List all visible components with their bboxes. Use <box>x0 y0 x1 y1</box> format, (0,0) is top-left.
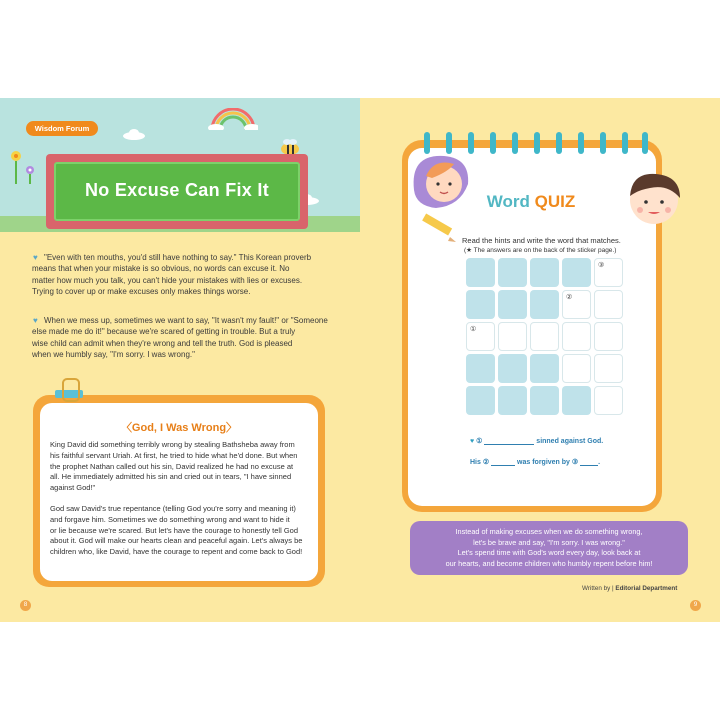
spiral-ring <box>578 132 584 154</box>
spiral-ring <box>642 132 648 154</box>
byline <box>582 585 677 592</box>
grid-cell[interactable] <box>466 354 495 383</box>
intro-paragraph <box>32 252 338 297</box>
text-line: his faithful servant Uriah. At first, he tried to hide what he'd done. But when <box>50 450 298 460</box>
quiz-title <box>456 192 606 212</box>
spiral-ring <box>490 132 496 154</box>
clue-number: ② <box>566 294 573 301</box>
heart-icon: ♥ <box>470 438 475 445</box>
story-box <box>40 403 318 581</box>
grid-cell[interactable] <box>498 258 527 287</box>
hint-text: . <box>598 459 601 466</box>
hint-number: ① <box>476 438 483 445</box>
text-line: our hearts, and become children who humbly repent before him! <box>445 558 653 568</box>
hint-number: ③ <box>571 459 579 466</box>
grid-cell[interactable] <box>530 322 559 351</box>
grid-cell[interactable] <box>562 322 591 351</box>
clue-number: ① <box>470 326 477 333</box>
message-box <box>410 521 688 575</box>
hint-2 <box>470 458 600 466</box>
grid-cell[interactable] <box>530 290 559 319</box>
grid-cell[interactable] <box>466 386 495 415</box>
spiral-ring <box>556 132 562 154</box>
spiral-ring <box>622 132 628 154</box>
text-line: wise child can admit when they're wrong and tell the truth. God is pleased <box>32 338 293 348</box>
story-paragraph-2 <box>50 504 312 558</box>
grid-cell[interactable] <box>498 386 527 415</box>
second-paragraph <box>32 315 338 360</box>
text-line: means that when your mistake is so obvious, no words can excuse it. No <box>32 264 290 274</box>
grid-cell-number-3[interactable] <box>594 258 623 287</box>
hint-number: ② <box>482 459 490 466</box>
clue-number: ③ <box>598 262 605 269</box>
flower-icon <box>6 146 42 186</box>
spiral-ring <box>534 132 540 154</box>
quiz-answer-note: (★ The answers are on the back of the sticker page.) <box>464 247 617 254</box>
byline-name: Editorial Department <box>615 585 678 592</box>
hint-text: sinned against God. <box>536 438 604 445</box>
grid-cell[interactable] <box>562 386 591 415</box>
section-badge: Wisdom Forum <box>26 121 98 136</box>
hint-1 <box>470 437 603 445</box>
text-line: else made me do it!" because we're scared of getting in trouble. But a truly <box>32 327 296 337</box>
grid-cell[interactable] <box>594 290 623 319</box>
grid-cell[interactable] <box>530 354 559 383</box>
spiral-ring <box>512 132 518 154</box>
text-line: the prophet Nathan called out his sin, David realized he had no excuse at <box>50 461 294 471</box>
text-line: God saw David's true repentance (telling God you're sorry and meaning it) <box>50 504 296 513</box>
heart-bullet-icon: ♥ <box>33 316 38 325</box>
text-line: and forgave him. Sometimes we do something wrong and want to hide it <box>50 514 290 524</box>
spiral-ring <box>600 132 606 154</box>
grid-cell[interactable] <box>498 354 527 383</box>
text-line: "Even with ten mouths, you'd still have nothing to say." This Korean proverb <box>44 253 312 262</box>
hint-text: His <box>470 459 481 466</box>
text-line: or lie because we're scared. But let's have the courage to honestly tell God <box>50 525 299 535</box>
grid-cell[interactable] <box>594 386 623 415</box>
quiz-title-quiz: QUIZ <box>534 192 576 211</box>
answer-blank[interactable] <box>491 458 515 466</box>
answer-blank[interactable] <box>484 437 534 445</box>
hint-text: was forgiven by <box>517 459 570 466</box>
byline-label: Written by | <box>582 585 614 592</box>
story-title: 〈God, I Was Wrong〉 <box>120 422 238 434</box>
text-line: all. He immediately admitted his sin and cried out in tears, "I have sinned <box>50 472 292 482</box>
text-line: When we mess up, sometimes we want to say, "It wasn't my fault!" or "Someone <box>44 316 328 325</box>
grid-cell[interactable] <box>594 354 623 383</box>
grid-cell-number-2[interactable] <box>562 290 591 319</box>
grid-cell[interactable] <box>466 258 495 287</box>
title-board <box>54 162 300 221</box>
page-number: 9 <box>690 600 701 611</box>
cloud-icon <box>122 128 146 140</box>
right-page <box>360 98 720 622</box>
paperclip-icon <box>62 378 80 402</box>
text-line: children who, like David, have the courage to repent and come back to God! <box>50 547 303 557</box>
page-title: No Excuse Can Fix It <box>84 180 270 200</box>
answer-blank[interactable] <box>580 458 601 466</box>
text-line: let's be brave and say, "I'm sorry. I was wrong." <box>473 537 625 547</box>
grid-cell[interactable] <box>498 322 527 351</box>
text-line: about it. God will make our hearts clean and peaceful again. Let's always be <box>50 536 303 546</box>
story-paragraph-1 <box>50 440 312 494</box>
heart-bullet-icon: ♥ <box>33 253 38 262</box>
grid-cell[interactable] <box>562 354 591 383</box>
grid-cell[interactable] <box>530 386 559 415</box>
grid-cell[interactable] <box>466 290 495 319</box>
grid-cell[interactable] <box>594 322 623 351</box>
text-line: King David did something terribly wrong by stealing Bathsheba away from <box>50 440 295 449</box>
text-line: against God!" <box>50 483 96 493</box>
grid-cell-number-1[interactable] <box>466 322 495 351</box>
text-line: Instead of making excuses when we do something wrong, <box>455 527 643 536</box>
rainbow-icon <box>208 108 258 130</box>
pencil-icon <box>418 213 458 243</box>
left-page <box>0 98 360 622</box>
text-line: Trying to cover up or make excuses only makes things worse. <box>32 286 251 296</box>
page-number: 8 <box>20 600 31 611</box>
grid-cell[interactable] <box>562 258 591 287</box>
magazine-spread <box>0 98 720 622</box>
grid-cell[interactable] <box>498 290 527 319</box>
text-line: when we humbly say, "I'm sorry. I was wrong." <box>32 349 195 359</box>
quiz-title-word: Word <box>486 192 530 211</box>
boy-illustration <box>618 168 688 232</box>
text-line: matter how much you talk, you can't hide your mistakes with lies or excuses. <box>32 275 303 285</box>
grid-cell[interactable] <box>530 258 559 287</box>
text-line: Let's spend time with God's word every day, look back at <box>457 548 641 558</box>
quiz-instruction: Read the hints and write the word that matches. <box>462 236 621 245</box>
